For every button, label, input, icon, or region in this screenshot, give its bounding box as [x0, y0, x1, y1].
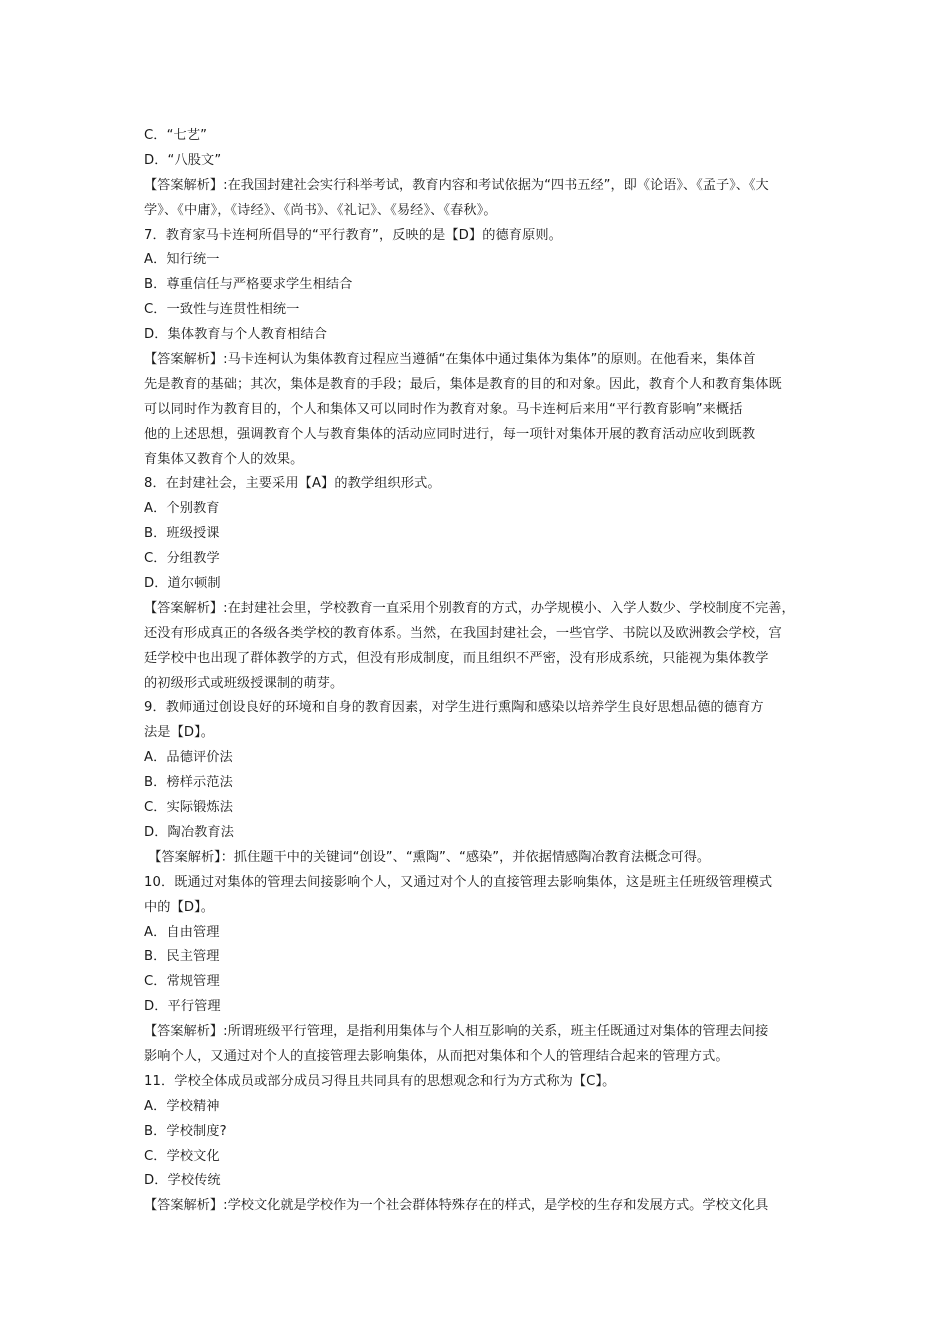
- answer-explanation: 【答案解析】:马卡连柯认为集体教育过程应当遵循“在集体中通过集体为集体”的原则。在他看来，集体首: [144, 352, 756, 368]
- option-a: A．学校精神: [144, 1098, 220, 1114]
- question-7: 7．教育家马卡连柯所倡导的“平行教育”，反映的是【D】的德育原则。: [144, 227, 562, 243]
- answer-explanation-cont: 影响个人，又通过对个人的直接管理去影响集体，从而把对集体和个人的管理结合起来的管理方式。: [144, 1048, 729, 1064]
- option-b: B．学校制度?: [144, 1123, 227, 1139]
- answer-explanation-cont: 还没有形成真正的各级各类学校的教育体系。当然，在我国封建社会，一些官学、书院以及欧洲教会学校，宫: [144, 625, 782, 641]
- option-d: D．道尔顿制: [144, 576, 221, 592]
- option-c: C．“七艺”: [144, 128, 208, 143]
- option-b: B．尊重信任与严格要求学生相结合: [144, 277, 353, 293]
- answer-explanation: 【答案解析】：抓住题干中的关键词“创设”、“熏陶”、“感染”，并依据情感陶冶教育法概念可得。: [144, 849, 711, 865]
- option-b: B．榜样示范法: [144, 775, 233, 791]
- option-d: D．集体教育与个人教育相结合: [144, 327, 327, 343]
- answer-explanation-cont: 的初级形式或班级授课制的萌芽。: [144, 675, 344, 691]
- answer-explanation-cont: 学》、《中庸》，《诗经》、《尚书》、《礼记》、《易经》、《春秋》。: [144, 202, 497, 218]
- option-b: B．班级授课: [144, 526, 220, 542]
- answer-explanation-cont: 先是教育的基础；其次，集体是教育的手段；最后，集体是教育的目的和对象。因此，教育个人和教育集体既: [144, 376, 782, 392]
- option-c: C．分组教学: [144, 551, 220, 567]
- answer-explanation: 【答案解析】:学校文化就是学校作为一个社会群体特殊存在的样式，是学校的生存和发展方式。学校文化具: [144, 1198, 769, 1214]
- answer-explanation-cont: 廷学校中也出现了群体教学的方式，但没有形成制度，而且组织不严密，没有形成系统，只能视为集体教学: [144, 650, 769, 666]
- option-d: D．“八股文”: [144, 152, 222, 168]
- option-a: A．自由管理: [144, 924, 220, 940]
- question-10-cont: 中的【D】。: [144, 899, 215, 915]
- question-10: 10．既通过对集体的管理去间接影响个人，又通过对个人的直接管理去影响集体，这是班主任班级管理模式: [144, 874, 773, 890]
- option-a: A．个别教育: [144, 501, 220, 517]
- answer-explanation: 【答案解析】:在我国封建社会实行科举考试，教育内容和考试依据为“四书五经”，即《论语》、《孟子》、《大: [144, 177, 769, 193]
- question-9: 9．教师通过创设良好的环境和自身的教育因素，对学生进行熏陶和感染以培养学生良好思想品德的德育方: [144, 700, 764, 716]
- option-c: C．一致性与连贯性相统一: [144, 302, 300, 318]
- question-8: 8．在封建社会，主要采用【A】的教学组织形式。: [144, 476, 441, 492]
- option-a: A．知行统一: [144, 252, 220, 268]
- option-d: D．学校传统: [144, 1173, 221, 1189]
- option-a: A．品德评价法: [144, 750, 233, 766]
- answer-explanation: 【答案解析】:所谓班级平行管理，是指利用集体与个人相互影响的关系，班主任既通过对集体的管理去间接: [144, 1024, 769, 1040]
- option-c: C．学校文化: [144, 1148, 220, 1164]
- answer-explanation-cont: 可以同时作为教育目的，个人和集体又可以同时作为教育对象。马卡连柯后来用“平行教育影响”来概括: [144, 401, 743, 417]
- option-c: C．常规管理: [144, 974, 220, 990]
- question-11: 11．学校全体成员或部分成员习得且共同具有的思想观念和行为方式称为【C】。: [144, 1073, 616, 1089]
- document-page: [144, 124, 814, 1219]
- option-b: B．民主管理: [144, 949, 220, 965]
- answer-explanation: 【答案解析】:在封建社会里，学校教育一直采用个别教育的方式，办学规模小、入学人数少、学校制度不完善，: [144, 600, 795, 616]
- option-c: C．实际锻炼法: [144, 800, 234, 816]
- question-9-cont: 法是【D】。: [144, 725, 215, 741]
- answer-explanation-cont: 他的上述思想，强调教育个人与教育集体的活动应同时进行，每一项针对集体开展的教育活动应收到既教: [144, 426, 756, 442]
- answer-explanation-cont: 育集体又教育个人的效果。: [144, 451, 304, 467]
- option-d: D．陶冶教育法: [144, 824, 234, 840]
- option-d: D．平行管理: [144, 999, 221, 1015]
